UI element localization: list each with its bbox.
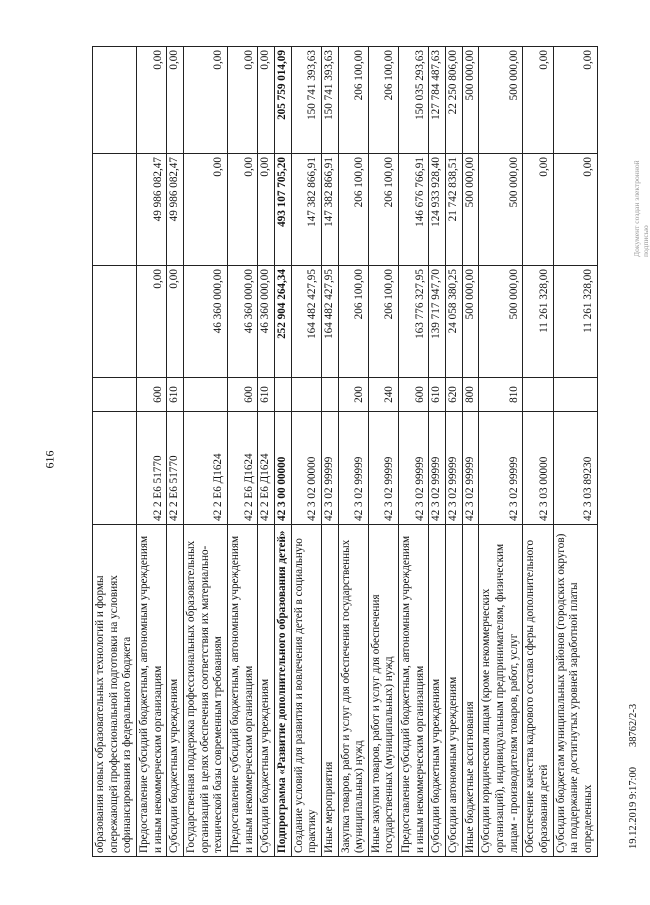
- row-code-cell: 42 3 02 99999: [446, 412, 463, 525]
- row-amount-year1-cell: 11 261 328,00: [553, 266, 597, 378]
- row-amount-year2-cell: 0,00: [183, 154, 227, 266]
- stamp-line: Документ создан электронной: [632, 160, 641, 257]
- row-code-cell: 42 3 00 00000: [274, 412, 291, 525]
- row-name-cell: Предоставление субсидий бюджетным, автономным учреждениям и иным некоммерческим организациям: [399, 525, 429, 857]
- table-row: [368, 47, 398, 857]
- row-expense-type-cell: 610: [258, 378, 275, 412]
- row-expense-type-cell: 620: [446, 378, 463, 412]
- row-name-cell: Предоставление субсидий бюджетным, автономным учреждениям и иным некоммерческим организациям: [227, 525, 257, 857]
- row-name-cell: Предоставление субсидий бюджетным, автономным учреждениям и иным некоммерческим организациям: [136, 525, 166, 857]
- row-code-cell: 42 3 02 99999: [368, 412, 398, 525]
- page-number: 616: [42, 450, 57, 469]
- row-name-cell: Иные закупки товаров, работ и услуг для обеспечения государственных (муниципальных) нужд: [368, 525, 398, 857]
- footer-doc-number: 38762/2-3: [628, 703, 639, 747]
- row-name-cell: Государственная поддержка профессиональных образовательных организаций в целях обеспечения соответствия их материально-технической базы современным требованиям: [183, 525, 227, 857]
- row-amount-year3-cell: 22 250 806,00: [446, 47, 463, 154]
- row-amount-year3-cell: 127 784 487,63: [429, 47, 446, 154]
- table-row: [523, 47, 553, 857]
- budget-table: [92, 46, 598, 857]
- row-code-cell: 42 2 Е6 Д1624: [183, 412, 227, 525]
- row-amount-year3-cell: 0,00: [553, 47, 597, 154]
- row-amount-year1-cell: 164 482 427,95: [291, 266, 321, 378]
- table-row: [93, 47, 137, 857]
- row-amount-year3-cell: 150 741 393,63: [291, 47, 321, 154]
- table-row: [258, 47, 275, 857]
- row-amount-year3-cell: 205 759 014,09: [274, 47, 291, 154]
- row-name-cell: Субсидии бюджетным учреждениям: [429, 525, 446, 857]
- table-row: [291, 47, 321, 857]
- row-name-cell: Иные мероприятия: [321, 525, 338, 857]
- row-amount-year1-cell: 0,00: [167, 266, 184, 378]
- row-name-cell: Закупка товаров, работ и услуг для обеспечения государственных (муниципальных) нужд: [338, 525, 368, 857]
- row-code-cell: 42 3 02 00000: [291, 412, 321, 525]
- table-row: [274, 47, 291, 857]
- table-row: [321, 47, 338, 857]
- row-expense-type-cell: [93, 378, 137, 412]
- row-code-cell: 42 3 03 89230: [553, 412, 597, 525]
- row-code-cell: 42 3 02 99999: [321, 412, 338, 525]
- row-code-cell: 42 2 Е6 51770: [136, 412, 166, 525]
- row-amount-year2-cell: 206 100,00: [338, 154, 368, 266]
- row-name-cell: Субсидии бюджетным учреждениям: [258, 525, 275, 857]
- row-expense-type-cell: [274, 378, 291, 412]
- row-amount-year2-cell: 147 382 866,91: [291, 154, 321, 266]
- row-amount-year3-cell: 0,00: [227, 47, 257, 154]
- row-name-cell: Иные бюджетные ассигнования: [462, 525, 479, 857]
- row-amount-year2-cell: 206 100,00: [368, 154, 398, 266]
- stamp-line: подписью: [641, 225, 650, 257]
- row-amount-year2-cell: 124 933 928,40: [429, 154, 446, 266]
- row-expense-type-cell: 240: [368, 378, 398, 412]
- row-amount-year2-cell: 0,00: [258, 154, 275, 266]
- row-amount-year3-cell: 0,00: [258, 47, 275, 154]
- row-amount-year2-cell: 49 986 082,47: [136, 154, 166, 266]
- table-row: [462, 47, 479, 857]
- row-name-cell: Субсидии бюджетным учреждениям: [167, 525, 184, 857]
- row-amount-year1-cell: 11 261 328,00: [523, 266, 553, 378]
- table-row: [338, 47, 368, 857]
- row-amount-year1-cell: 500 000,00: [462, 266, 479, 378]
- row-expense-type-cell: 610: [167, 378, 184, 412]
- row-expense-type-cell: 600: [399, 378, 429, 412]
- table-row: [479, 47, 523, 857]
- row-code-cell: 42 2 Е6 Д1624: [227, 412, 257, 525]
- row-amount-year3-cell: 150 035 293,63: [399, 47, 429, 154]
- row-amount-year3-cell: 206 100,00: [368, 47, 398, 154]
- row-expense-type-cell: [291, 378, 321, 412]
- row-amount-year3-cell: 500 000,00: [462, 47, 479, 154]
- table-row: [183, 47, 227, 857]
- row-name-cell: Субсидии автономным учреждениям: [446, 525, 463, 857]
- table-row: [227, 47, 257, 857]
- row-amount-year2-cell: 147 382 866,91: [321, 154, 338, 266]
- row-amount-year1-cell: 46 360 000,00: [258, 266, 275, 378]
- row-amount-year3-cell: 0,00: [167, 47, 184, 154]
- row-amount-year3-cell: 0,00: [136, 47, 166, 154]
- row-name-cell: Подпрограмма «Развитие дополнительного образования детей»: [274, 525, 291, 857]
- row-amount-year1-cell: 46 360 000,00: [227, 266, 257, 378]
- row-amount-year2-cell: 0,00: [523, 154, 553, 266]
- row-amount-year2-cell: 146 676 766,91: [399, 154, 429, 266]
- row-amount-year1-cell: 206 100,00: [368, 266, 398, 378]
- row-amount-year3-cell: 0,00: [183, 47, 227, 154]
- table-row: [429, 47, 446, 857]
- row-code-cell: 42 3 02 99999: [462, 412, 479, 525]
- row-expense-type-cell: 200: [338, 378, 368, 412]
- row-amount-year1-cell: [93, 266, 137, 378]
- row-code-cell: [93, 412, 137, 525]
- table-row: [136, 47, 166, 857]
- row-amount-year2-cell: 49 986 082,47: [167, 154, 184, 266]
- row-name-cell: образования новых образовательных технологий и формы опережающей профессиональной подготовки на условиях софинансирования из федерального бюджета: [93, 525, 137, 857]
- row-code-cell: 42 3 02 99999: [338, 412, 368, 525]
- row-amount-year2-cell: 493 107 705,20: [274, 154, 291, 266]
- row-amount-year2-cell: 0,00: [227, 154, 257, 266]
- row-amount-year1-cell: 24 058 380,25: [446, 266, 463, 378]
- row-code-cell: 42 2 Е6 51770: [167, 412, 184, 525]
- row-amount-year1-cell: 164 482 427,95: [321, 266, 338, 378]
- table-row: [553, 47, 597, 857]
- row-amount-year3-cell: 0,00: [523, 47, 553, 154]
- row-amount-year2-cell: 0,00: [553, 154, 597, 266]
- row-expense-type-cell: [553, 378, 597, 412]
- row-code-cell: 42 3 02 99999: [479, 412, 523, 525]
- row-name-cell: Субсидии юридическим лицам (кроме некоммерческих организаций), индивидуальным предпринимателям, физическим лицам - производителям товаров, работ, услуг: [479, 525, 523, 857]
- row-expense-type-cell: [321, 378, 338, 412]
- row-amount-year3-cell: 206 100,00: [338, 47, 368, 154]
- row-expense-type-cell: 800: [462, 378, 479, 412]
- table-row: [399, 47, 429, 857]
- row-expense-type-cell: [523, 378, 553, 412]
- row-amount-year1-cell: 500 000,00: [479, 266, 523, 378]
- row-name-cell: Обеспечение качества кадрового состава сферы дополнительного образования детей: [523, 525, 553, 857]
- row-amount-year2-cell: 500 000,00: [479, 154, 523, 266]
- budget-table-body: [93, 47, 598, 857]
- row-expense-type-cell: 810: [479, 378, 523, 412]
- row-amount-year3-cell: 150 741 393,63: [321, 47, 338, 154]
- row-expense-type-cell: [183, 378, 227, 412]
- row-name-cell: Субсидии бюджетам муниципальных районов (городских округов) на поддержание достигнутых уровней заработной платы определенных: [553, 525, 597, 857]
- row-amount-year3-cell: 500 000,00: [479, 47, 523, 154]
- electronic-signature-stamp: [632, 97, 650, 257]
- row-amount-year3-cell: [93, 47, 137, 154]
- row-amount-year1-cell: 206 100,00: [338, 266, 368, 378]
- row-code-cell: 42 3 02 99999: [399, 412, 429, 525]
- table-row: [167, 47, 184, 857]
- row-code-cell: 42 3 03 00000: [523, 412, 553, 525]
- row-code-cell: 42 3 02 99999: [429, 412, 446, 525]
- row-amount-year2-cell: 500 000,00: [462, 154, 479, 266]
- row-amount-year2-cell: 21 742 838,51: [446, 154, 463, 266]
- row-amount-year1-cell: 163 776 327,95: [399, 266, 429, 378]
- row-amount-year1-cell: 252 904 264,34: [274, 266, 291, 378]
- row-expense-type-cell: 600: [136, 378, 166, 412]
- row-expense-type-cell: 600: [227, 378, 257, 412]
- row-amount-year1-cell: 46 360 000,00: [183, 266, 227, 378]
- rotated-page-content: [92, 47, 650, 857]
- row-amount-year2-cell: [93, 154, 137, 266]
- row-amount-year1-cell: 139 717 947,70: [429, 266, 446, 378]
- table-row: [446, 47, 463, 857]
- row-name-cell: Создание условий для развития и вовлечения детей в социальную практику: [291, 525, 321, 857]
- row-code-cell: 42 2 Е6 Д1624: [258, 412, 275, 525]
- row-expense-type-cell: 610: [429, 378, 446, 412]
- footer-date: 19.12.2019 9:17:00: [628, 767, 639, 849]
- row-amount-year1-cell: 0,00: [136, 266, 166, 378]
